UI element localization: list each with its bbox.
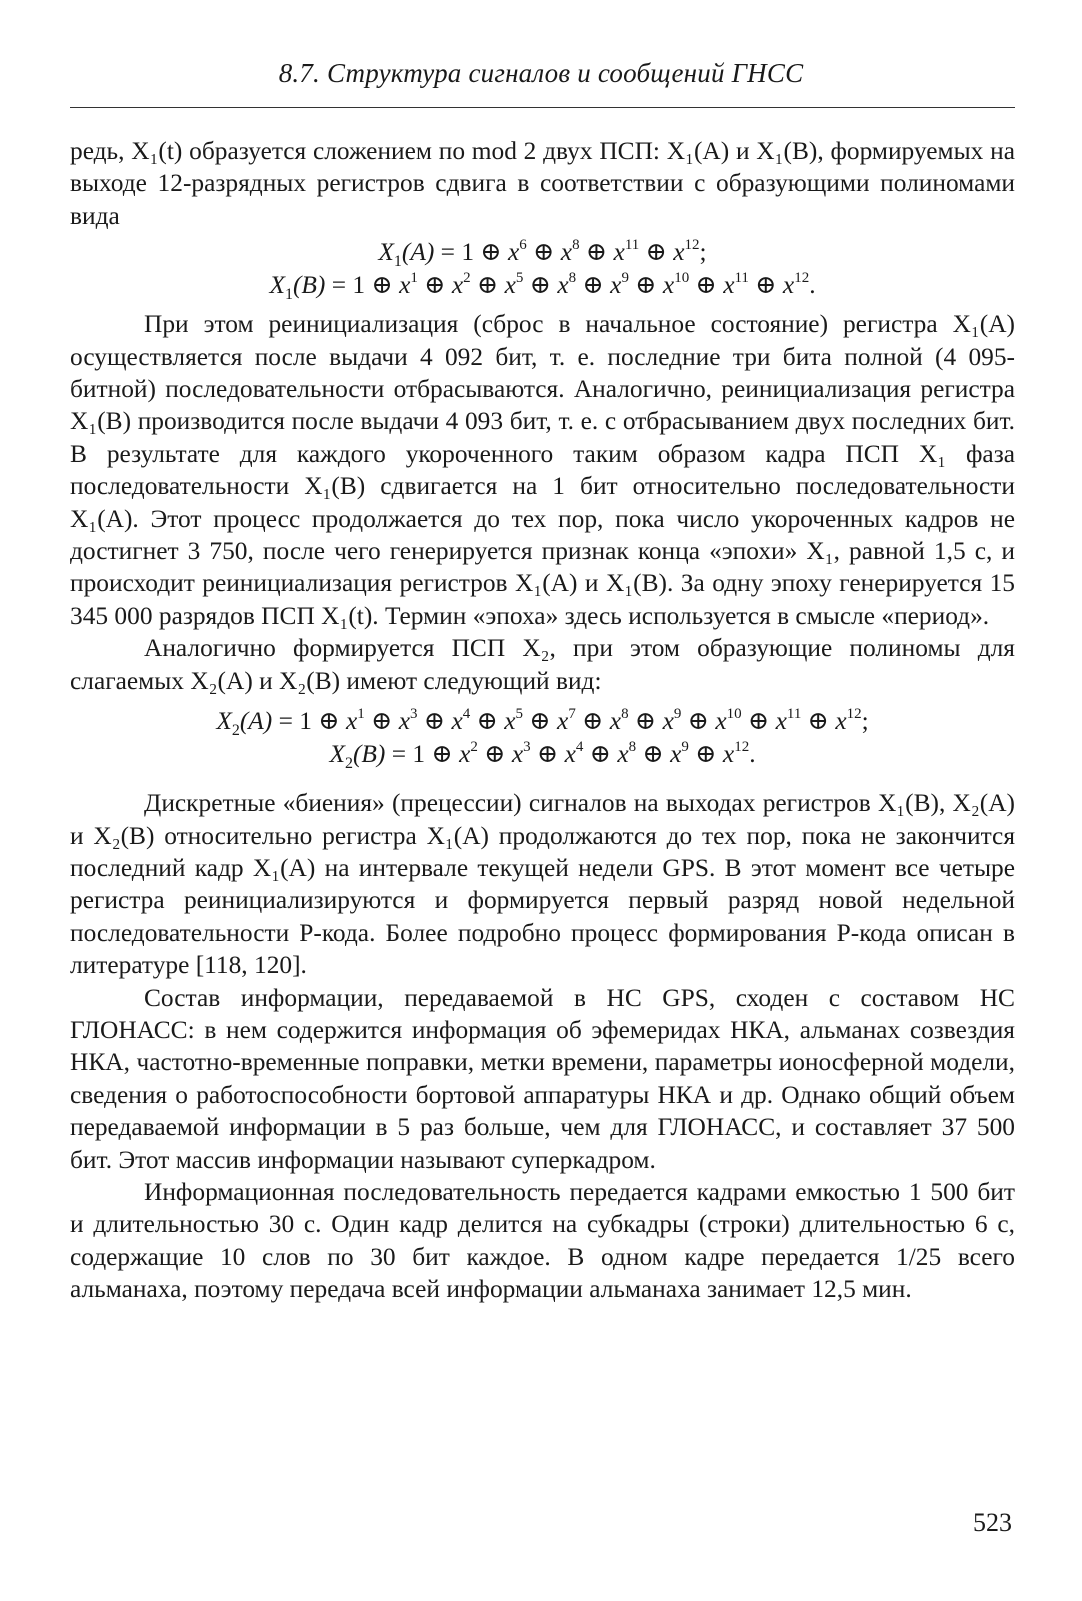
- paragraph-4: Дискретные «биения» (прецессии) сигналов на выходах регистров X₁(B), X₂(A) и X₂(B) относительно регистра X₁(A) продолжаются до тех пор, пока не закончится последний кадр X₁(A) на интервале текущей недели GPS. В этот момент все четыре регистра реинициализируются и формируется первый разряд новой недельной последовательности P-кода. Более подробно процесс формирования P-кода описан в литературе [118, 120].: [70, 789, 1015, 980]
- paragraph-1: редь, X₁(t) образуется сложением по mod 2 двух ПСП: X₁(A) и X₁(B), формируемых на выходе 12-разрядных регистров сдвига в соответствии с образующими полиномами вида: [70, 137, 1015, 230]
- equation-block-1: [70, 236, 1015, 302]
- equation: $X_1(B) = 1$ ⊕ $x^1$ ⊕ $x^2$ ⊕ $x^5$ ⊕ $x^8$ ⊕ $x^9$ ⊕ $x^{10}$ ⊕ $x^{11}$ ⊕ $x^{12}$.: [269, 270, 816, 304]
- equation: $X_1(A) = 1$ ⊕ $x^6$ ⊕ $x^8$ ⊕ $x^{11}$ ⊕ $x^{12}$;: [378, 237, 707, 271]
- running-head: 8.7. Структура сигналов и сообщений ГНСС: [278, 58, 804, 88]
- equation: $X_2(A) = 1$ ⊕ $x^1$ ⊕ $x^3$ ⊕ $x^4$ ⊕ $x^5$ ⊕ $x^7$ ⊕ $x^8$ ⊕ $x^9$ ⊕ $x^{10}$ ⊕ $x^{11}$ ⊕ $x^{12}$;: [216, 706, 869, 740]
- header-rule: [70, 107, 1015, 108]
- paragraph-3: Аналогично формируется ПСП X₂, при этом образующие полиномы для слагаемых X₂(A) и X₂(B) имеют следующий вид:: [70, 634, 1015, 695]
- paragraph-5: Состав информации, передаваемой в НС GPS, сходен с составом НС ГЛОНАСС: в нем содержится информация об эфемеридах НКА, альманах созвездия НКА, частотно-временные поправки, метки времени, параметры ионосферной модели, сведения о работоспособности бортовой аппаратуры НКА и др. Однако общий объем передаваемой информации в 5 раз больше, чем для ГЛОНАСС, и составляет 37 500 бит. Этот массив информации называют суперкадром.: [70, 983, 1015, 1174]
- paragraph-6: Информационная последовательность передается кадрами емкостью 1 500 бит и длительностью 30 с. Один кадр делится на субкадры (строки) длительностью 6 с, содержащие 10 слов по 30 бит каждое. В одном кадре передается 1/25 всего альманаха, поэтому передача всей информации альманаха занимает 12,5 мин.: [70, 1177, 1015, 1304]
- equation: $X_2(B) = 1$ ⊕ $x^2$ ⊕ $x^3$ ⊕ $x^4$ ⊕ $x^8$ ⊕ $x^9$ ⊕ $x^{12}$.: [329, 739, 756, 773]
- equation-block-2: [70, 705, 1015, 771]
- page-number: 523: [973, 1508, 1012, 1537]
- body-text: [70, 135, 1015, 1306]
- paragraph-2: При этом реинициализация (сброс в начальное состояние) регистра X₁(A) осуществляется после выдачи 4 092 бит, т. е. последние три бита полной (4 095-битной) последовательности отбрасываются. Аналогично, реинициализация регистра X₁(B) производится после выдачи 4 093 бит, т. е. с отбрасыванием двух последних бит. В результате для каждого укороченного таким образом кадра ПСП X₁ фаза последовательности X₁(B) сдвигается на 1 бит относительно последовательности X₁(A). Этот процесс продолжается до тех пор, пока число укороченных кадров не достигнет 3 750, после чего генерируется признак конца «эпохи» X₁, равной 1,5 с, и происходит реинициализация регистров X₁(A) и X₁(B). За одну эпоху генерируется 15 345 000 разрядов ПСП X₁(t). Термин «эпоха» здесь используется в смысле «период».: [70, 310, 1015, 630]
